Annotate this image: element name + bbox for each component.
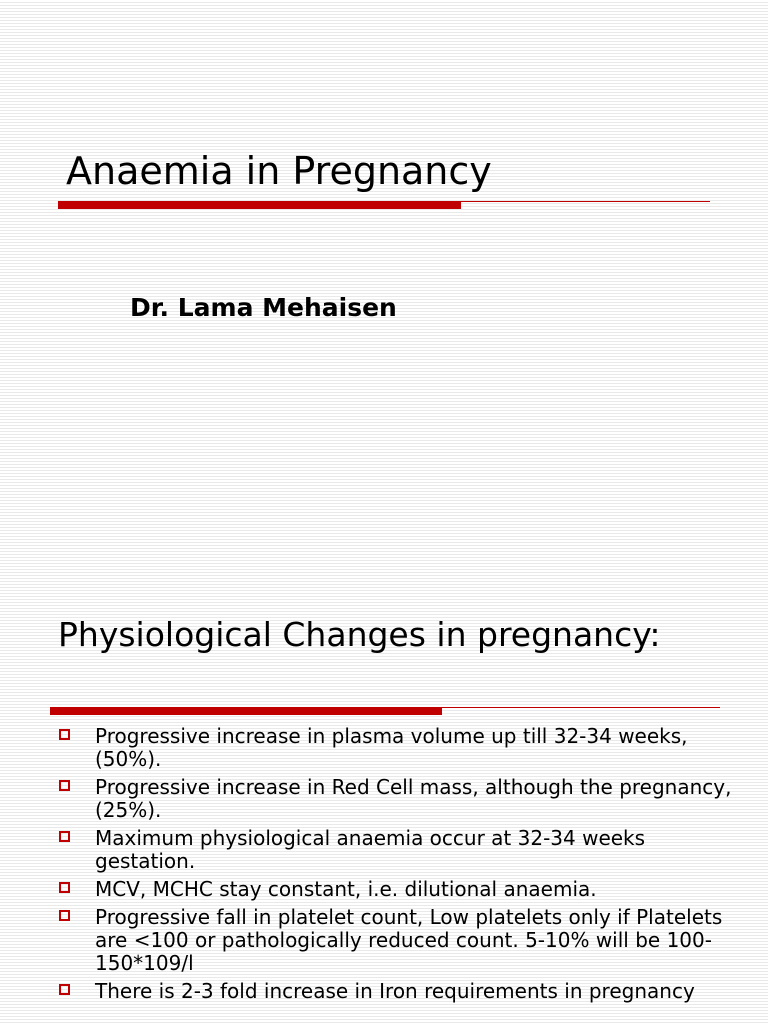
bullet-text: MCV, MCHC stay constant, i.e. dilutional anaemia. — [95, 877, 597, 901]
bullet-item — [58, 725, 748, 771]
hollow-square-bullet-icon — [59, 910, 70, 921]
bullet-item — [58, 827, 748, 873]
bullet-text: There is 2-3 fold increase in Iron requirements in pregnancy — [95, 979, 695, 1003]
slide-physiological-changes — [0, 590, 768, 1024]
slide-heading: Physiological Changes in pregnancy: — [58, 615, 661, 654]
bullet-text: Progressive increase in plasma volume up till 32-34 weeks, (50%). — [95, 724, 688, 771]
bullet-item — [58, 776, 748, 822]
hollow-square-bullet-icon — [59, 882, 70, 893]
hollow-square-bullet-icon — [59, 780, 70, 791]
hollow-square-bullet-icon — [59, 984, 70, 995]
bullet-item — [58, 906, 748, 975]
author-name: Dr. Lama Mehaisen — [130, 293, 397, 322]
bullet-text: Maximum physiological anaemia occur at 32-34 weeks gestation. — [95, 826, 646, 873]
heading-underline-line — [50, 707, 720, 708]
bullet-list — [58, 725, 748, 1008]
heading-underline-accent — [50, 707, 442, 715]
bullet-item — [58, 980, 748, 1003]
bullet-text: Progressive increase in Red Cell mass, although the pregnancy, (25%). — [95, 775, 732, 822]
bullet-item — [58, 878, 748, 901]
title-underline-line — [58, 201, 710, 202]
title-underline-accent — [58, 201, 461, 209]
slide-title-heading: Anaemia in Pregnancy — [66, 149, 492, 193]
bullet-text: Progressive fall in platelet count, Low platelets only if Platelets are <100 or pathologically reduced count. 5-10% will be 100-150*109/l — [95, 905, 723, 975]
hollow-square-bullet-icon — [59, 729, 70, 740]
hollow-square-bullet-icon — [59, 831, 70, 842]
